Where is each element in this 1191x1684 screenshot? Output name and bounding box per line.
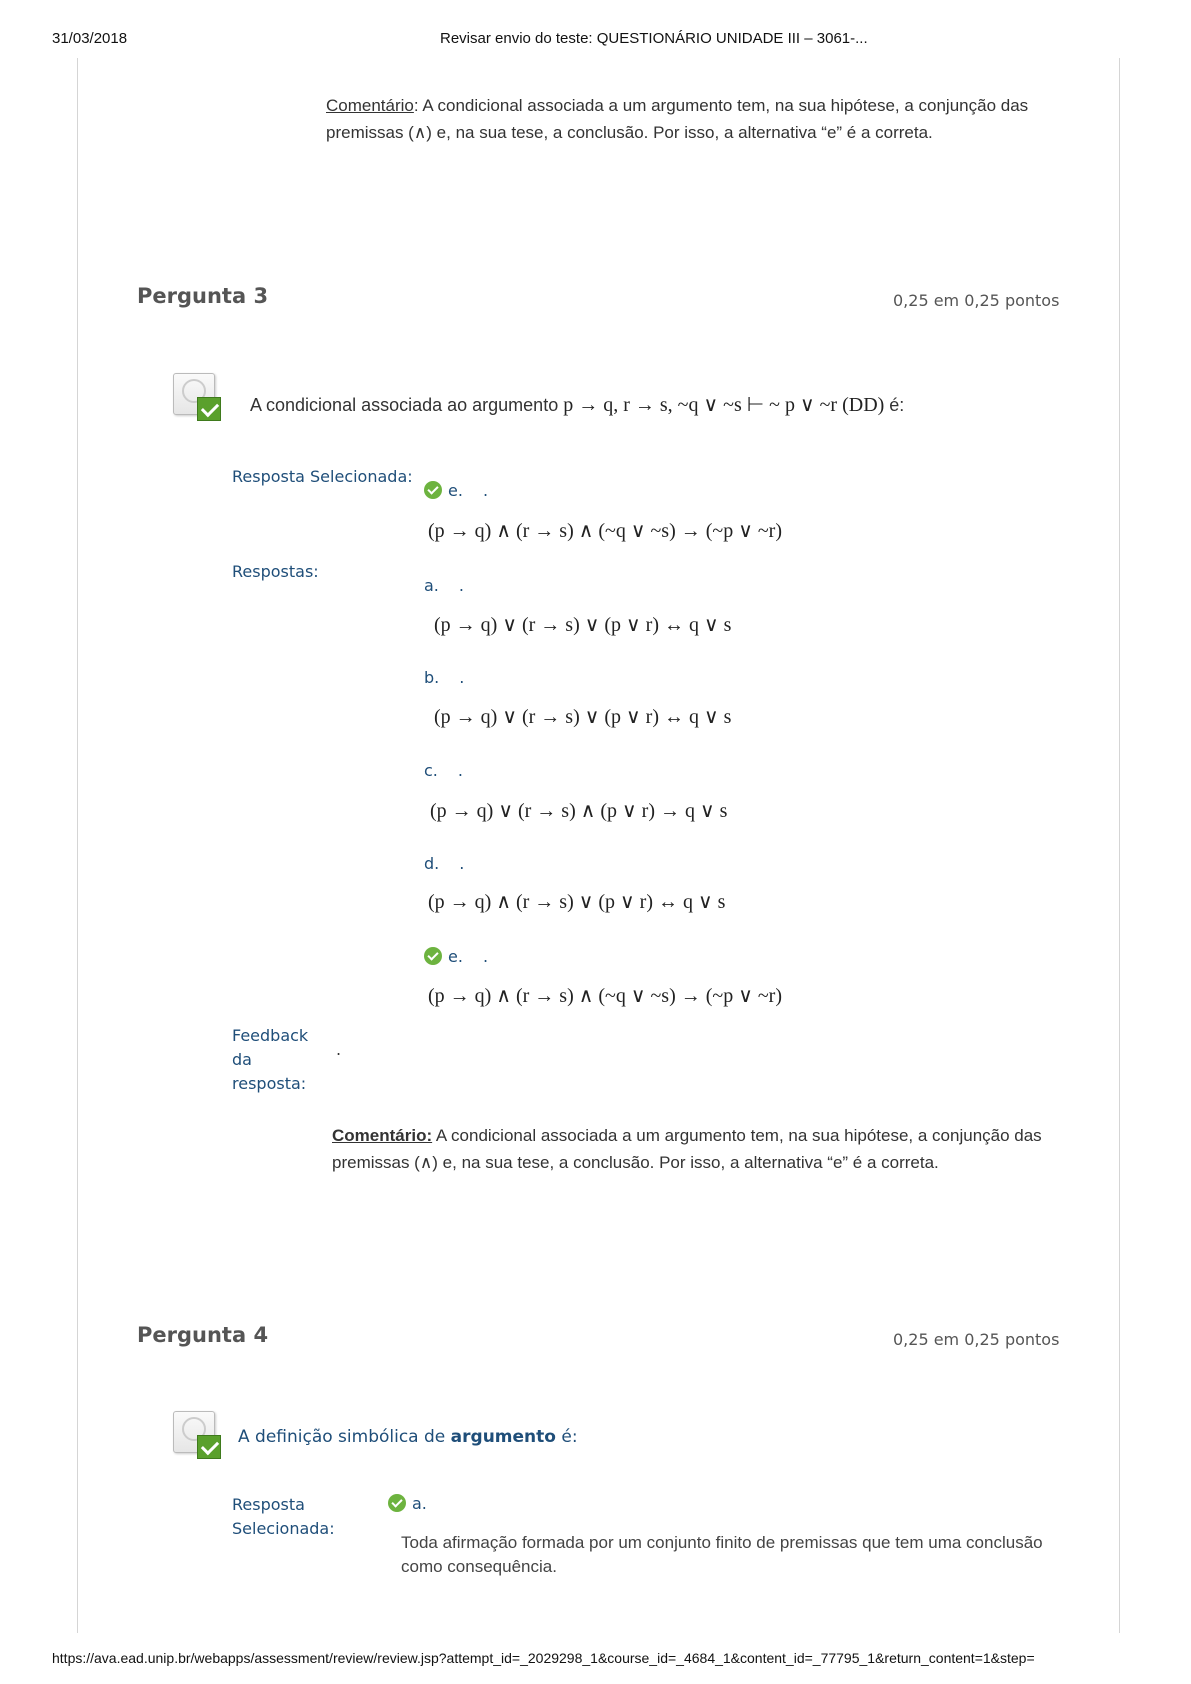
option-a: a. . bbox=[424, 576, 464, 595]
check-circle-icon bbox=[388, 1494, 406, 1512]
selected-option-letter: e. bbox=[448, 481, 463, 500]
previous-comment bbox=[326, 92, 1028, 146]
option-letter: c. bbox=[424, 761, 438, 780]
selected-formula: (p → q) ∧ (r → s) ∧ (~q ∨ ~s) → (~p ∨ ~r) bbox=[428, 520, 783, 542]
question-correct-icon bbox=[173, 373, 221, 421]
comment-line-1: A condicional associada a um argumento tem, na sua hipótese, a conjunção das bbox=[432, 1126, 1042, 1145]
selected-answer-text: Toda afirmação formada por um conjunto finito de premissas que tem uma conclusão como consequência. bbox=[401, 1533, 1043, 1576]
option-a-formula: (p → q) ∨ (r → s) ∨ (p ∨ r) ↔ q ∨ s bbox=[434, 614, 732, 636]
selected-option-letter: a. bbox=[412, 1494, 427, 1513]
selected-option bbox=[388, 1494, 427, 1513]
option-c-formula: (p → q) ∨ (r → s) ∧ (p ∨ r) → q ∨ s bbox=[430, 800, 728, 822]
option-d: d. . bbox=[424, 854, 465, 873]
question-correct-icon bbox=[173, 1411, 221, 1459]
option-c: c. . bbox=[424, 761, 463, 780]
question-4-title: Pergunta 4 bbox=[137, 1323, 269, 1347]
selected-option: e. . bbox=[424, 481, 488, 500]
comment-line-1: : A condicional associada a um argumento tem, na sua hipótese, a conjunção das bbox=[413, 96, 1029, 115]
question-4-points: 0,25 em 0,25 pontos bbox=[893, 1330, 1060, 1349]
comment-keyword: Comentário bbox=[326, 96, 414, 115]
question-4-text-suffix: é: bbox=[555, 1427, 578, 1447]
check-circle-icon bbox=[424, 947, 442, 965]
print-page-title: Revisar envio do teste: QUESTIONÁRIO UNIDADE III – 3061-... bbox=[440, 30, 868, 47]
feedback-label: Feedback da resposta: bbox=[232, 1026, 309, 1093]
check-circle-icon bbox=[424, 481, 442, 499]
question-4-text bbox=[238, 1427, 578, 1447]
option-e-formula: (p → q) ∧ (r → s) ∧ (~q ∨ ~s) → (~p ∨ ~r) bbox=[428, 985, 783, 1007]
option-b-formula: (p → q) ∨ (r → s) ∨ (p ∨ r) ↔ q ∨ s bbox=[434, 706, 732, 728]
comment-line-2: premissas (∧) e, na sua tese, a conclusão. Por isso, a alternativa “e” é a correta. bbox=[332, 1153, 939, 1172]
selected-answer-label: Resposta Selecionada: bbox=[232, 467, 413, 486]
print-date: 31/03/2018 bbox=[52, 30, 128, 47]
option-d-formula: (p → q) ∧ (r → s) ∨ (p ∨ r) ↔ q ∨ s bbox=[428, 891, 726, 913]
feedback-dot: . bbox=[336, 1040, 342, 1059]
option-letter: b. bbox=[424, 668, 440, 687]
question-4-keyword: argumento bbox=[450, 1427, 556, 1447]
comment-line-2: premissas (∧) e, na sua tese, a conclusão. Por isso, a alternativa “e” é a correta. bbox=[326, 123, 933, 142]
question-3-text-prefix: A condicional associada ao argumento bbox=[250, 395, 564, 415]
question-3-argument: p → q, r → s, ~q ∨ ~s ⊢ ~ p ∨ ~r (DD) bbox=[563, 394, 885, 416]
question-3-text-suffix: é: bbox=[884, 395, 905, 415]
question-3-points: 0,25 em 0,25 pontos bbox=[893, 291, 1060, 310]
answers-label: Respostas: bbox=[232, 562, 319, 581]
comment-keyword: Comentário: bbox=[332, 1126, 433, 1145]
option-e: e. . bbox=[424, 947, 488, 966]
selected-answer-label: Resposta Selecionada: bbox=[232, 1495, 335, 1538]
question-3-text bbox=[250, 392, 904, 417]
question-4-text-prefix: A definição simbólica de bbox=[238, 1427, 451, 1447]
option-letter: a. bbox=[424, 576, 439, 595]
option-letter: e. bbox=[448, 947, 463, 966]
question-3-comment bbox=[332, 1122, 1042, 1176]
option-b: b. . bbox=[424, 668, 465, 687]
option-letter: d. bbox=[424, 854, 440, 873]
question-3-title: Pergunta 3 bbox=[137, 284, 269, 308]
print-url[interactable]: https://ava.ead.unip.br/webapps/assessment/review/review.jsp?attempt_id=_2029298_1&course_id=_4684_1&content_id=_77795_1&return_content=1&step= bbox=[52, 1650, 1035, 1666]
